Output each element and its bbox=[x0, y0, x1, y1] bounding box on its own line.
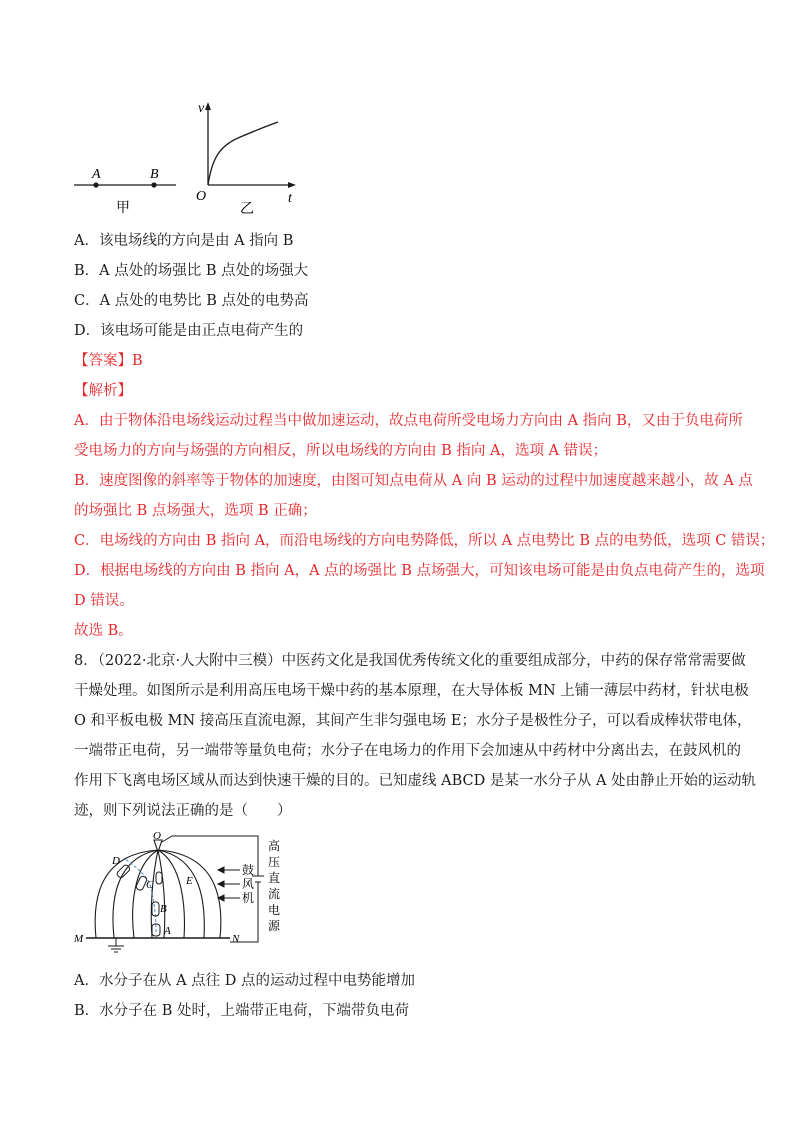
label-b: B bbox=[160, 903, 167, 915]
fan-label-3: 机 bbox=[242, 891, 255, 905]
figure-field-line-and-vt-graph bbox=[60, 96, 320, 220]
q8-stem-line: 一端带正电荷，另一端带等量负电荷；水分子在电场力的作用下会加速从中药材中分离出去，在鼓风机的 bbox=[74, 743, 741, 759]
q7-option-a: A．该电场线的方向是由 A 指向 B bbox=[74, 233, 294, 249]
point-b-dot bbox=[151, 182, 156, 187]
answer-label: 【答案】B bbox=[74, 353, 143, 369]
axis-v-label: v bbox=[198, 101, 205, 116]
analysis-conclusion: 故选 B。 bbox=[74, 623, 133, 639]
analysis-line: C．电场线的方向由 B 指向 A，而沿电场线的方向电势降低，所以 A 点电势比 B 点的电势低，选项 C 错误； bbox=[74, 533, 775, 549]
analysis-line: D 错误。 bbox=[74, 593, 134, 609]
label-a: A bbox=[164, 925, 171, 937]
power-label-5: 电 bbox=[268, 903, 281, 917]
q8-stem-line: 8．（2022·北京·人大附中三模）中医药文化是我国优秀传统文化的重要组成部分，中药的保存常常需要做 bbox=[74, 653, 746, 669]
q8-option-b: B．水分子在 B 处时，上端带正电荷，下端带负电荷 bbox=[74, 1003, 410, 1019]
point-a-dot bbox=[93, 182, 98, 187]
label-o: O bbox=[153, 830, 161, 842]
label-c: C bbox=[146, 879, 154, 891]
water-molecule bbox=[152, 902, 159, 916]
label-n: N bbox=[232, 933, 240, 945]
fan-label-2: 风 bbox=[242, 877, 255, 891]
water-molecule bbox=[156, 872, 162, 884]
axis-t-label: t bbox=[288, 191, 292, 206]
vt-curve bbox=[208, 122, 278, 185]
analysis-line: D．根据电场线的方向由 B 指向 A，A 点的场强比 B 点场强大，可知该电场可能是由负点电荷产生的，选项 bbox=[74, 563, 765, 579]
q8-stem-line: 迹，则下列说法正确的是（ ） bbox=[74, 803, 292, 819]
power-label-6: 源 bbox=[268, 919, 281, 933]
analysis-line: 受电场力的方向与场强的方向相反，所以电场线的方向由 B 指向 A，选项 A 错误； bbox=[74, 443, 608, 459]
figure-high-voltage-dryer bbox=[72, 828, 302, 958]
power-label-1: 高 bbox=[268, 839, 281, 853]
q7-option-c: C．A 点处的电势比 B 点处的电势高 bbox=[74, 293, 309, 309]
caption-yi: 乙 bbox=[240, 202, 254, 217]
q7-option-b: B．A 点处的场强比 B 点处的场强大 bbox=[74, 263, 309, 279]
origin-label: O bbox=[196, 189, 207, 204]
analysis-line: A．由于物体沿电场线运动过程当中做加速运动，故点电荷所受电场力方向由 A 指向 B，又由于负电荷所 bbox=[74, 413, 743, 429]
power-label-3: 直 bbox=[268, 871, 281, 885]
q8-stem-line: O 和平板电极 MN 接高压直流电源，其间产生非匀强电场 E；水分子是极性分子，可以看成棒状带电体， bbox=[74, 713, 752, 729]
label-d: D bbox=[112, 855, 120, 867]
caption-jia: 甲 bbox=[116, 201, 130, 216]
power-label-4: 流 bbox=[268, 887, 281, 901]
power-label-2: 压 bbox=[268, 855, 281, 869]
label-m: M bbox=[74, 933, 84, 945]
label-a: A bbox=[92, 167, 101, 182]
label-b: B bbox=[150, 167, 159, 182]
q8-stem-line: 作用下飞离电场区域从而达到快速干燥的目的。已知虚线 ABCD 是某一水分子从 A 处由静止开始的运动轨 bbox=[74, 773, 757, 789]
fan-arrows bbox=[218, 867, 240, 901]
analysis-line: B．速度图像的斜率等于物体的加速度，由图可知点电荷从 A 向 B 运动的过程中加速度越来越小，故 A 点 bbox=[74, 473, 753, 489]
label-e: E bbox=[186, 875, 193, 887]
t-axis-arrow bbox=[288, 182, 296, 188]
q8-option-a: A．水分子在从 A 点往 D 点的运动过程中电势能增加 bbox=[74, 973, 416, 989]
analysis-title: 【解析】 bbox=[74, 383, 132, 399]
fan-label-1: 鼓 bbox=[242, 863, 255, 877]
v-axis-arrow bbox=[205, 102, 211, 110]
q8-stem-line: 干燥处理。如图所示是利用高压电场干燥中药的基本原理，在大导体板 MN 上铺一薄层中药材，针状电极 bbox=[74, 683, 749, 699]
analysis-line: 的场强比 B 点场强大，选项 B 正确； bbox=[74, 503, 317, 519]
q7-option-d: D．该电场可能是由正点电荷产生的 bbox=[74, 323, 304, 339]
